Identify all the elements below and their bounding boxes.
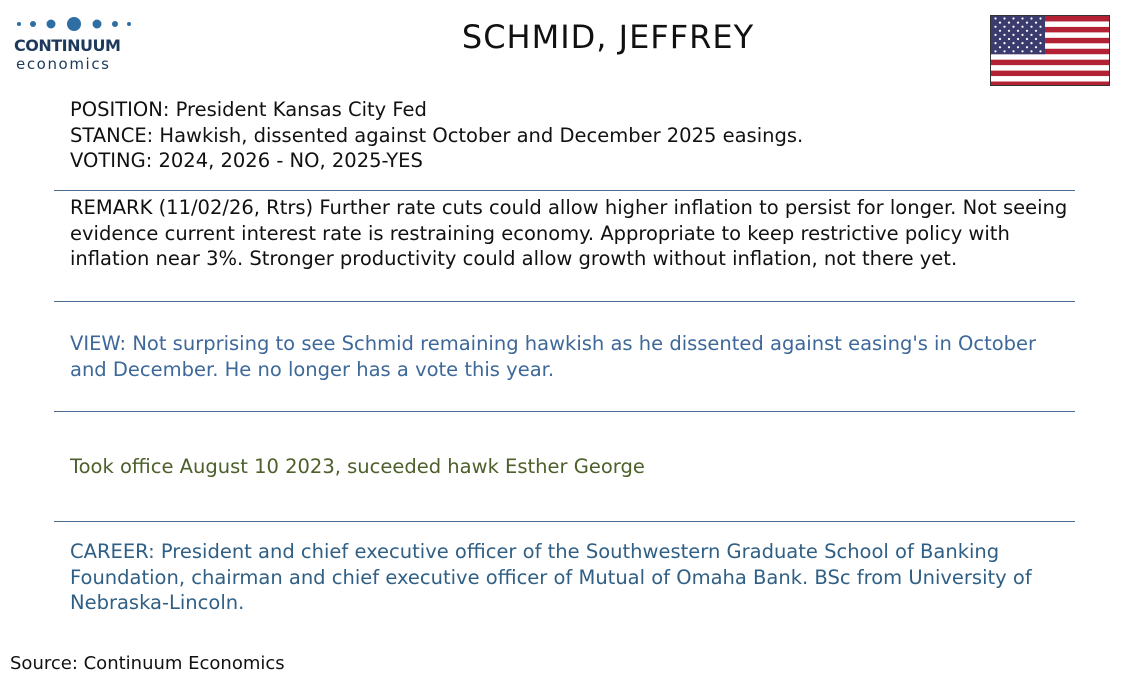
divider (54, 411, 1075, 412)
view-text: VIEW: Not surprising to see Schmid remaining hawkish as he dissented against easing's in October and December. He no longer has a vote this year. (70, 332, 1037, 381)
logo-name: CONTINUUM (14, 36, 121, 55)
stance-text: STANCE: Hawkish, dissented against October and December 2025 easings. (70, 123, 804, 147)
header-info (70, 97, 1070, 174)
divider (54, 521, 1075, 522)
took-office-text: Took office August 10 2023, suceeded hawk Esther George (70, 455, 645, 478)
source-note: Source: Continuum Economics (10, 653, 285, 674)
view-section (70, 331, 1070, 382)
position-text: POSITION: President Kansas City Fed (70, 98, 427, 121)
remark-section (70, 195, 1070, 272)
took-office-section (70, 454, 1070, 480)
divider (54, 301, 1075, 302)
logo-subtitle: economics (16, 55, 111, 73)
voting-text: VOTING: 2024, 2026 - NO, 2025-YES (70, 149, 423, 172)
remark-text: REMARK (11/02/26, Rtrs) Further rate cuts could allow higher inflation to persist for longer. Not seeing evidence current interest rate is restraining economy. Appropriate to keep restrictive policy with inflation near 3%. Stronger productivity could allow growth without inflation, not there yet. (70, 196, 1068, 270)
career-section (70, 539, 1070, 616)
divider (54, 190, 1075, 191)
us-flag-icon (990, 15, 1110, 86)
career-text: CAREER: President and chief executive officer of the Southwestern Graduate School of Banking Foundation, chairman and chief executive officer of Mutual of Omaha Bank. BSc from University of Nebraska-Lincoln. (70, 540, 1032, 614)
page-title: SCHMID, JEFFREY (461, 18, 755, 56)
